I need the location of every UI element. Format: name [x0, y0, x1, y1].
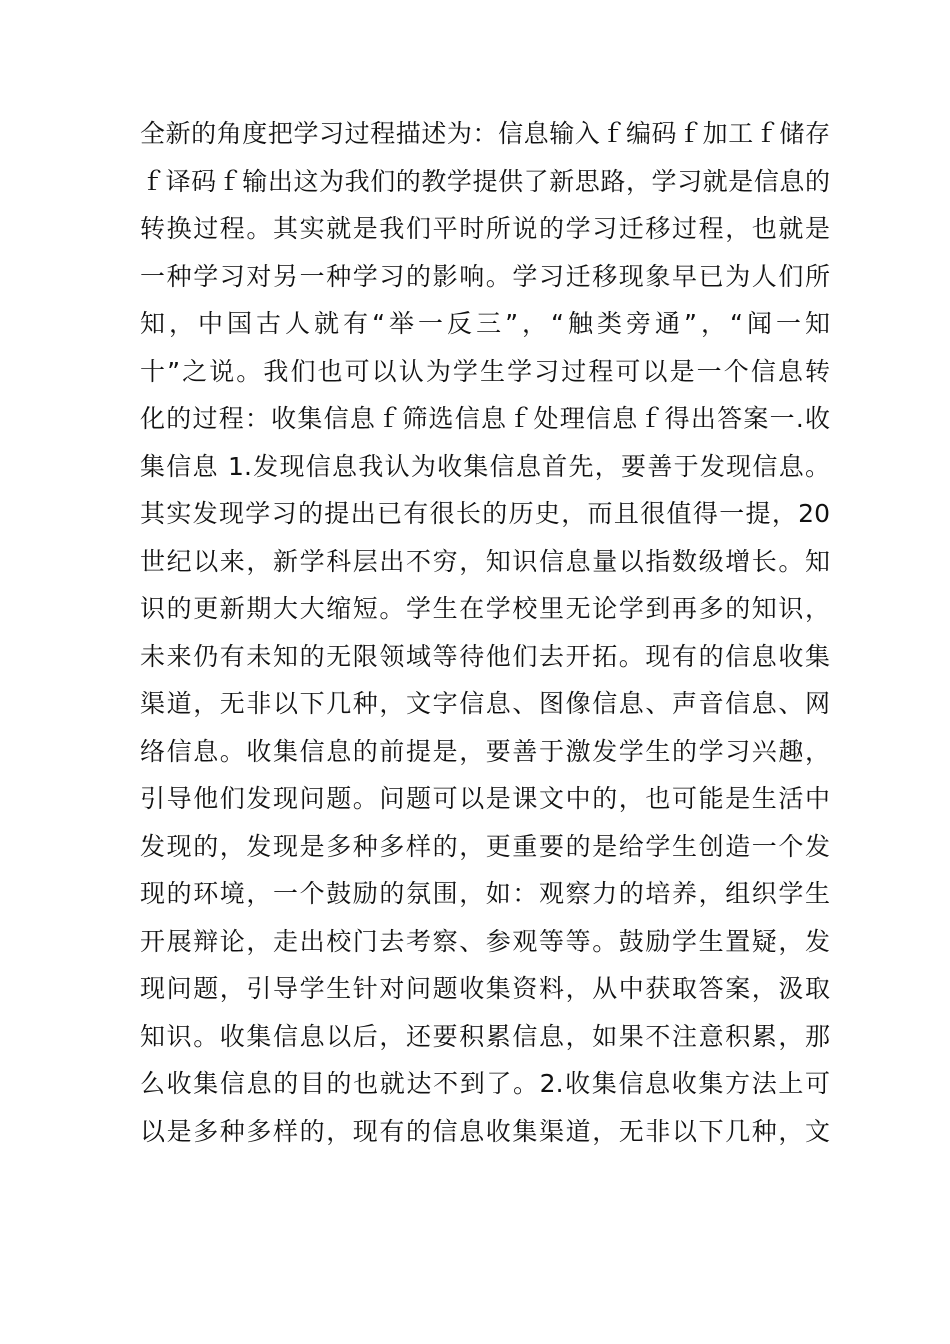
- text-line: 知，中国古人就有“举一反三”，“触类旁通”，“闻一知: [140, 309, 830, 338]
- text-line: 化的过程：收集信息ｆ筛选信息ｆ处理信息ｆ得出答案一.收: [140, 404, 830, 433]
- text-line: 未来仍有未知的无限领域等待他们去开拓。现有的信息收集: [140, 641, 830, 671]
- text-line: 识的更新期大大缩短。学生在学校里无论学到再多的知识，: [140, 594, 830, 623]
- text-line: 发现的，发现是多种多样的，更重要的是给学生创造一个发: [140, 831, 830, 861]
- text-line: 集信息 1.发现信息我认为收集信息首先，要善于发现信息。: [140, 451, 830, 481]
- text-line: 么收集信息的目的也就达不到了。2.收集信息收集方法上可: [140, 1069, 830, 1098]
- text-line: 现问题，引导学生针对问题收集资料，从中获取答案，汲取: [140, 974, 830, 1003]
- text-line: 全新的角度把学习过程描述为：信息输入ｆ编码ｆ加工ｆ储存: [140, 119, 830, 148]
- text-line: 转换过程。其实就是我们平时所说的学习迁移过程，也就是: [140, 214, 830, 243]
- text-line: 渠道，无非以下几种，文字信息、图像信息、声音信息、网: [140, 689, 830, 718]
- body-text: [140, 110, 830, 1155]
- text-line: 十”之说。我们也可以认为学生学习过程可以是一个信息转: [140, 356, 830, 386]
- text-line: 开展辩论，走出校门去考察、参观等等。鼓励学生置疑，发: [140, 926, 830, 956]
- text-line: 其实发现学习的提出已有很长的历史，而且很值得一提，20: [140, 499, 830, 528]
- text-line: 以是多种多样的，现有的信息收集渠道，无非以下几种，文: [140, 1116, 830, 1146]
- text-line: 现的环境，一个鼓励的氛围，如：观察力的培养，组织学生: [140, 879, 830, 908]
- text-line: 知识。收集信息以后，还要积累信息，如果不注意积累，那: [140, 1021, 830, 1051]
- text-line: 世纪以来，新学科层出不穷，知识信息量以指数级增长。知: [140, 546, 830, 576]
- text-line: ｆ译码ｆ输出这为我们的教学提供了新思路，学习就是信息的: [140, 166, 830, 196]
- text-line: 引导他们发现问题。问题可以是课文中的，也可能是生活中: [140, 784, 830, 813]
- text-line: 络信息。收集信息的前提是，要善于激发学生的学习兴趣，: [140, 736, 830, 766]
- text-line: 一种学习对另一种学习的影响。学习迁移现象早已为人们所: [140, 261, 830, 291]
